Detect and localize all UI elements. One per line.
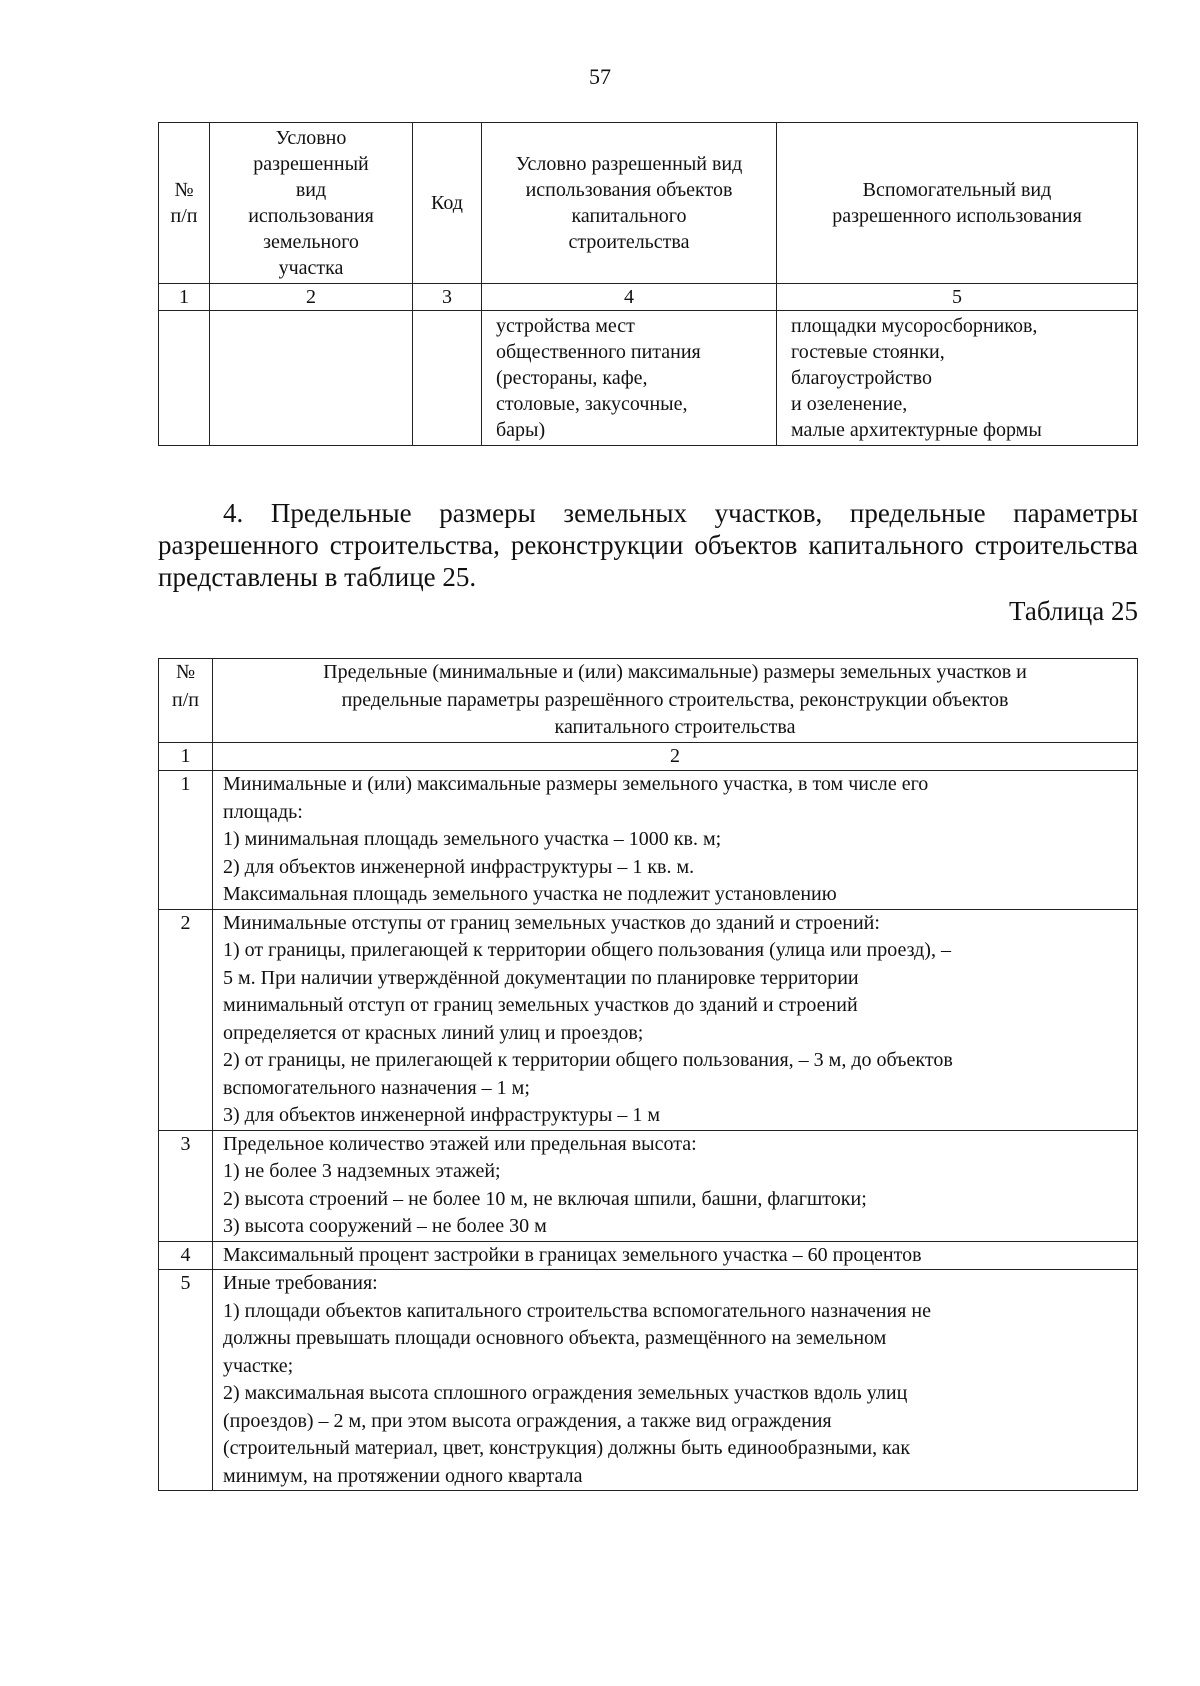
header-line: земельного	[263, 231, 359, 253]
cell-line: площадки мусоросборников,	[791, 315, 1038, 337]
header-line: предельные параметры разрешённого строительства, реконструкции объектов	[341, 688, 1009, 711]
table-permitted-uses	[158, 122, 1138, 446]
row-line: (проездов) – 2 м, при этом высота ограждения, а также вид ограждения	[223, 1409, 832, 1432]
column-number: 5	[777, 284, 1138, 311]
header-cell-number	[159, 123, 210, 284]
table-cell	[413, 311, 482, 446]
header-cell-code: Код	[413, 123, 482, 284]
header-line: разрешенного использования	[832, 205, 1082, 227]
row-number: 1	[159, 771, 213, 910]
header-line: разрешенный	[253, 153, 369, 175]
column-number: 4	[482, 284, 777, 311]
row-line: 1) не более 3 надземных этажей;	[223, 1160, 501, 1182]
header-line: п/п	[170, 205, 198, 227]
row-number: 4	[159, 1241, 213, 1270]
row-content	[213, 909, 1138, 1130]
cell-line: малые архитектурные формы	[791, 419, 1042, 441]
row-line: 2) максимальная высота сплошного ограждения земельных участков вдоль улиц	[223, 1382, 908, 1404]
table-cell-auxiliary-use	[777, 311, 1138, 446]
header-cell-parameters	[213, 659, 1138, 743]
row-line: (строительный материал, цвет, конструкция) должны быть единообразными, как	[223, 1437, 911, 1459]
row-line: должны превышать площади основного объекта, размещённого на земельном	[223, 1327, 887, 1349]
cell-line: и озеленение,	[791, 393, 908, 415]
header-line: использования	[248, 205, 374, 227]
column-number: 1	[159, 742, 213, 771]
row-line: 3) для объектов инженерной инфраструктуры – 1 м	[223, 1104, 660, 1126]
row-content	[213, 1241, 1138, 1270]
table-row	[159, 1270, 1138, 1491]
column-number: 1	[159, 284, 210, 311]
table-body	[159, 771, 1138, 1491]
table-row	[159, 311, 1138, 446]
header-cell-auxiliary-use	[777, 123, 1138, 284]
header-line: вид	[295, 179, 327, 201]
cell-line: общественного питания	[496, 341, 701, 363]
header-line: капитального строительства	[554, 716, 796, 738]
table-caption: Таблица 25	[1009, 596, 1138, 626]
header-line: строительства	[568, 231, 690, 253]
column-number-row	[159, 284, 1138, 311]
row-line: 2) для объектов инженерной инфраструктуры – 1 кв. м.	[223, 855, 695, 878]
cell-line: бары)	[496, 419, 546, 441]
table-cell	[159, 311, 210, 446]
header-line: Условно разрешенный вид	[515, 153, 743, 175]
header-line: капитального	[571, 205, 687, 227]
row-line: 2) высота строений – не более 10 м, не включая шпили, башни, флагштоки;	[223, 1187, 867, 1210]
header-line: Вспомогательный вид	[862, 179, 1052, 201]
section-paragraph: 4. Предельные размеры земельных участков, предельные параметры разрешенного строительства, реконструкции объектов капитального строительства представлены в таблице 25.	[158, 498, 1138, 592]
row-line: 1) минимальная площадь земельного участка – 1000 кв. м;	[223, 828, 722, 850]
table-row	[159, 771, 1138, 910]
header-line: использования объектов	[525, 179, 733, 201]
table-cell-capital-use	[482, 311, 777, 446]
row-line: 1) площади объектов капитального строительства вспомогательного назначения не	[223, 1299, 931, 1322]
row-line: Максимальная площадь земельного участка не подлежит установлению	[223, 883, 837, 905]
row-line: 5 м. При наличии утверждённой документации по планировке территории	[223, 966, 859, 989]
row-line: Минимальные отступы от границ земельных участков до зданий и строений:	[223, 911, 880, 934]
header-cell-number	[159, 659, 213, 743]
row-line: минимум, на протяжении одного квартала	[223, 1464, 583, 1487]
header-line: №	[175, 661, 196, 683]
row-number: 2	[159, 909, 213, 1130]
row-line: площадь:	[223, 800, 303, 823]
cell-line: гостевые стоянки,	[791, 341, 945, 363]
row-line: вспомогательного назначения – 1 м;	[223, 1076, 530, 1099]
header-cell-capital-use	[482, 123, 777, 284]
row-number: 3	[159, 1130, 213, 1241]
cell-line: (рестораны, кафе,	[496, 367, 648, 389]
header-line: участка	[278, 257, 344, 279]
row-number: 5	[159, 1270, 213, 1491]
column-number-row	[159, 742, 1138, 771]
table-header-row	[159, 123, 1138, 284]
row-line: Максимальный процент застройки в границах земельного участка – 60 процентов	[223, 1243, 922, 1266]
table-row	[159, 1130, 1138, 1241]
row-line: Иные требования:	[223, 1272, 378, 1294]
cell-line: благоустройство	[791, 367, 932, 389]
column-number: 2	[210, 284, 413, 311]
row-line: минимальный отступ от границ земельных участков до зданий и строений	[223, 994, 858, 1016]
table-row	[159, 909, 1138, 1130]
column-number: 3	[413, 284, 482, 311]
cell-line: столовые, закусочные,	[496, 393, 688, 415]
row-line: определяется от красных линий улиц и проездов;	[223, 1021, 644, 1044]
table-row	[159, 1241, 1138, 1270]
header-line: Предельные (минимальные и (или) максимальные) размеры земельных участков и	[323, 661, 1027, 683]
header-line: Условно	[275, 127, 347, 149]
header-cell-land-use	[210, 123, 413, 284]
row-line: Минимальные и (или) максимальные размеры земельного участка, в том числе его	[223, 773, 929, 795]
column-number: 2	[213, 742, 1138, 771]
row-content	[213, 771, 1138, 910]
table-header-row	[159, 659, 1138, 743]
table-cell	[210, 311, 413, 446]
row-line: 2) от границы, не прилегающей к территории общего пользования, – 3 м, до объектов	[223, 1049, 953, 1071]
page-number: 57	[589, 64, 611, 89]
header-line: №	[174, 179, 194, 201]
row-line: 1) от границы, прилегающей к территории общего пользования (улица или проезд), –	[223, 939, 951, 961]
table-25	[158, 658, 1138, 1491]
row-content	[213, 1130, 1138, 1241]
cell-line: устройства мест	[496, 315, 635, 337]
row-line: участке;	[223, 1354, 294, 1377]
row-content	[213, 1270, 1138, 1491]
row-line: 3) высота сооружений – не более 30 м	[223, 1215, 547, 1237]
header-line: п/п	[172, 688, 199, 711]
row-line: Предельное количество этажей или предельная высота:	[223, 1132, 697, 1155]
